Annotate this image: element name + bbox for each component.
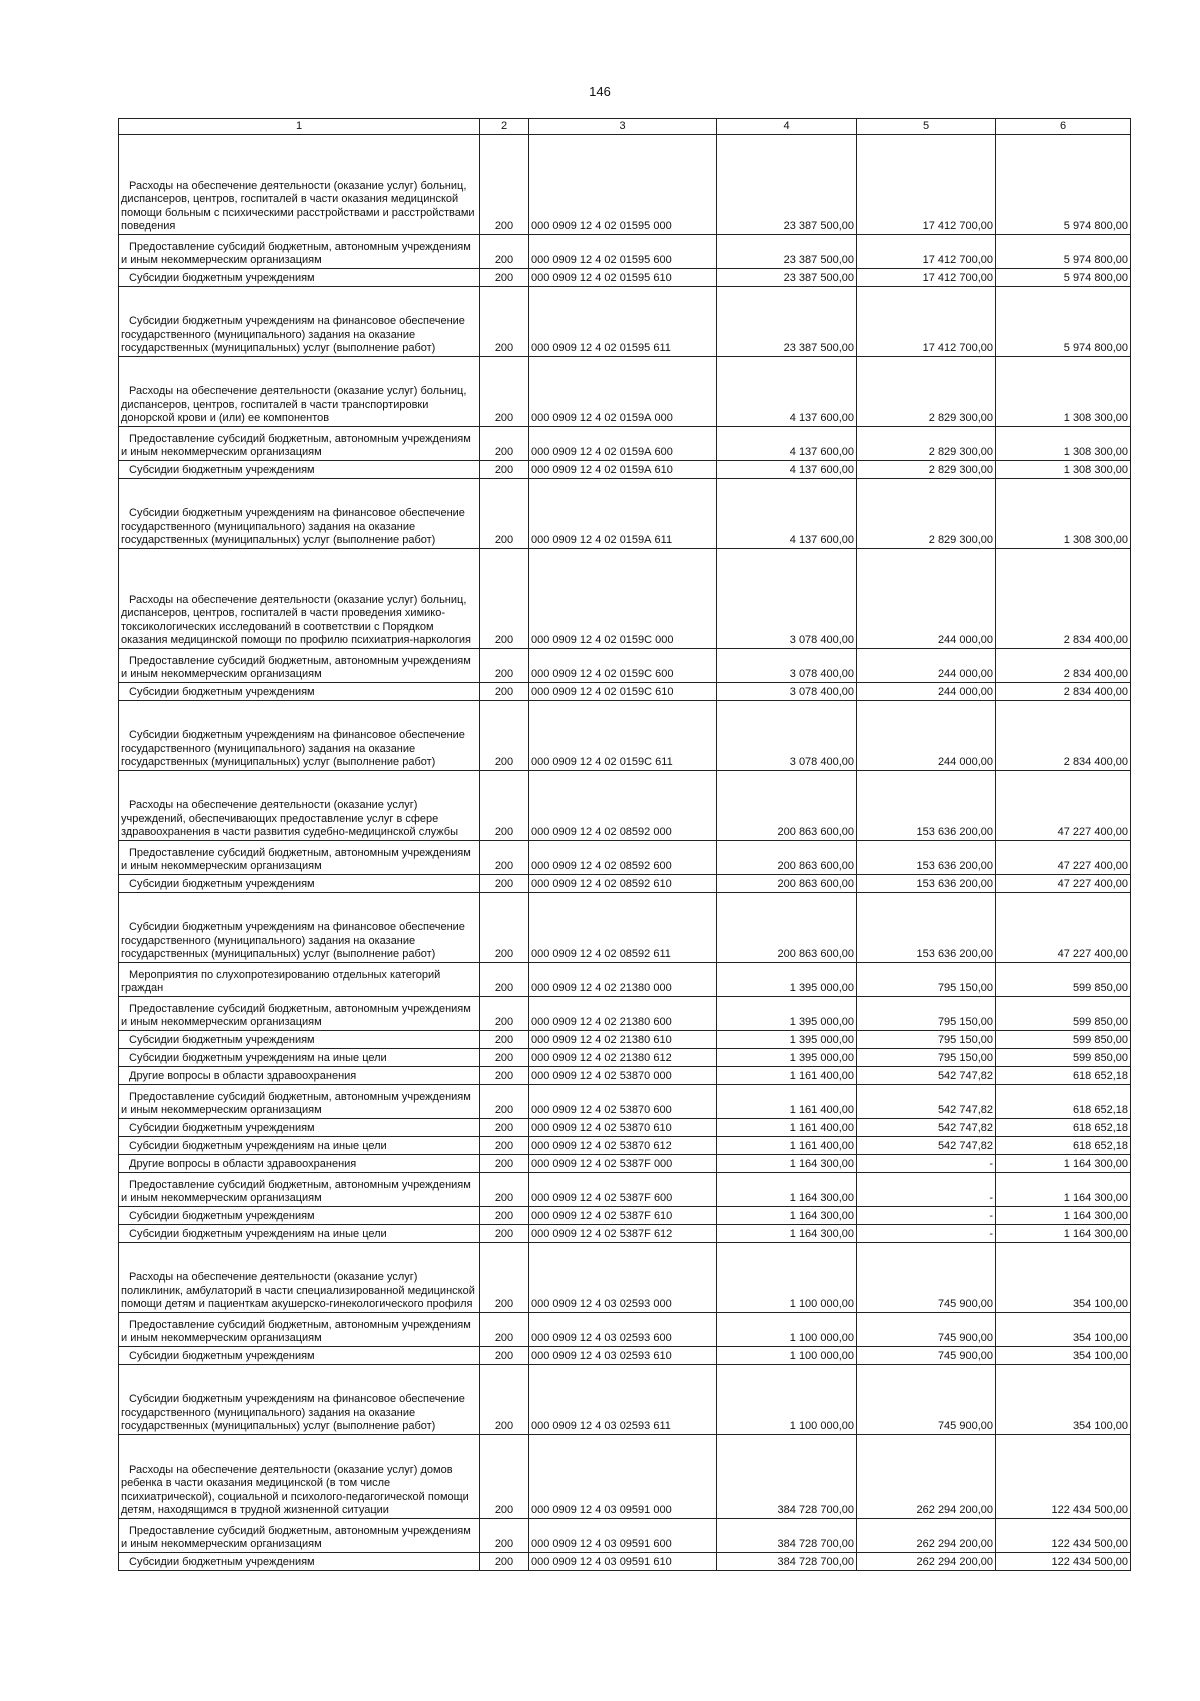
row-grbs-cell: 200 [480,1347,529,1365]
row-code-cell: 000 0909 12 4 03 09591 600 [529,1519,717,1553]
row-name-cell: Другие вопросы в области здравоохранения [119,1067,480,1085]
row-amount-col6: 47 227 400,00 [996,771,1131,841]
row-amount-col4: 23 387 500,00 [717,269,857,287]
row-code-cell: 000 0909 12 4 02 0159С 611 [529,701,717,771]
row-amount-col4: 200 863 600,00 [717,893,857,963]
row-amount-col4: 1 161 400,00 [717,1119,857,1137]
row-grbs-cell: 200 [480,549,529,649]
row-amount-col6: 122 434 500,00 [996,1519,1131,1553]
row-amount-col5: 542 747,82 [857,1137,996,1155]
row-name-cell: Расходы на обеспечение деятельности (оказание услуг) больниц, диспансеров, центров, госпиталей в части проведения химико-токсикологических исследований в соответствии с Порядком оказания медицинской помощи по профилю психиатрия-наркология [119,549,480,649]
table-row [119,1085,1131,1119]
row-name-cell: Расходы на обеспечение деятельности (оказание услуг) больниц, диспансеров, центров, госпиталей в части оказания медицинской помощи больным с психическими расстройствами и расстройствами поведения [119,135,480,235]
row-amount-col5: 2 829 300,00 [857,427,996,461]
row-grbs-cell: 200 [480,1137,529,1155]
row-name-cell: Расходы на обеспечение деятельности (оказание услуг) домов ребенка в части оказания медицинской (в том числе психиатрической), социальной и психолого-педагогической помощи детям, находящимся в трудной жизненной ситуации [119,1435,480,1519]
row-amount-col5: 262 294 200,00 [857,1435,996,1519]
row-name-cell: Субсидии бюджетным учреждениям на финансовое обеспечение государственного (муниципального) задания на оказание государственных (муниципальных) услуг (выполнение работ) [119,287,480,357]
row-amount-col6: 1 308 300,00 [996,357,1131,427]
row-name-cell: Субсидии бюджетным учреждениям [119,875,480,893]
row-grbs-cell: 200 [480,1519,529,1553]
row-amount-col4: 1 161 400,00 [717,1137,857,1155]
row-name-cell: Предоставление субсидий бюджетным, автономным учреждениям и иным некоммерческим организациям [119,1173,480,1207]
row-amount-col6: 618 652,18 [996,1067,1131,1085]
header-cell-1: 1 [119,119,480,135]
header-cell-6: 6 [996,119,1131,135]
budget-table [118,118,1131,1571]
page-number: 146 [589,84,611,99]
row-amount-col6: 1 164 300,00 [996,1155,1131,1173]
row-amount-col5: 795 150,00 [857,963,996,997]
table-body [119,135,1131,1571]
row-amount-col5: 244 000,00 [857,549,996,649]
table-row [119,997,1131,1031]
row-amount-col6: 47 227 400,00 [996,893,1131,963]
row-code-cell: 000 0909 12 4 03 02593 611 [529,1365,717,1435]
row-amount-col4: 1 161 400,00 [717,1067,857,1085]
row-code-cell: 000 0909 12 4 02 01595 610 [529,269,717,287]
row-name-cell: Предоставление субсидий бюджетным, автономным учреждениям и иным некоммерческим организациям [119,841,480,875]
row-amount-col5: 2 829 300,00 [857,461,996,479]
row-amount-col5: 542 747,82 [857,1067,996,1085]
row-amount-col4: 1 395 000,00 [717,997,857,1031]
table-row [119,701,1131,771]
row-name-cell: Субсидии бюджетным учреждениям [119,269,480,287]
row-code-cell: 000 0909 12 4 03 02593 600 [529,1313,717,1347]
row-amount-col6: 599 850,00 [996,963,1131,997]
row-amount-col6: 618 652,18 [996,1085,1131,1119]
row-code-cell: 000 0909 12 4 02 0159А 611 [529,479,717,549]
table-row [119,1207,1131,1225]
row-grbs-cell: 200 [480,135,529,235]
row-code-cell: 000 0909 12 4 03 02593 610 [529,1347,717,1365]
table-row [119,893,1131,963]
row-amount-col5: 244 000,00 [857,701,996,771]
row-amount-col5: - [857,1173,996,1207]
row-amount-col5: - [857,1155,996,1173]
row-grbs-cell: 200 [480,461,529,479]
row-code-cell: 000 0909 12 4 02 21380 610 [529,1031,717,1049]
row-amount-col4: 4 137 600,00 [717,427,857,461]
row-amount-col6: 599 850,00 [996,1049,1131,1067]
row-code-cell: 000 0909 12 4 02 53870 000 [529,1067,717,1085]
row-name-cell: Субсидии бюджетным учреждениям на иные цели [119,1137,480,1155]
row-amount-col6: 599 850,00 [996,997,1131,1031]
row-code-cell: 000 0909 12 4 03 02593 000 [529,1243,717,1313]
row-grbs-cell: 200 [480,963,529,997]
row-grbs-cell: 200 [480,893,529,963]
row-code-cell: 000 0909 12 4 02 01595 000 [529,135,717,235]
row-grbs-cell: 200 [480,1313,529,1347]
table-row [119,1435,1131,1519]
row-grbs-cell: 200 [480,1155,529,1173]
row-code-cell: 000 0909 12 4 02 21380 000 [529,963,717,997]
row-code-cell: 000 0909 12 4 02 0159С 000 [529,549,717,649]
row-amount-col4: 200 863 600,00 [717,875,857,893]
row-amount-col6: 5 974 800,00 [996,269,1131,287]
row-amount-col4: 4 137 600,00 [717,461,857,479]
row-amount-col5: 745 900,00 [857,1347,996,1365]
row-name-cell: Предоставление субсидий бюджетным, автономным учреждениям и иным некоммерческим организациям [119,1085,480,1119]
header-row [119,119,1131,135]
table-row [119,549,1131,649]
row-amount-col6: 1 308 300,00 [996,461,1131,479]
header-cell-3: 3 [529,119,717,135]
table-row [119,461,1131,479]
row-name-cell: Субсидии бюджетным учреждениям на финансовое обеспечение государственного (муниципального) задания на оказание государственных (муниципальных) услуг (выполнение работ) [119,893,480,963]
row-amount-col5: 745 900,00 [857,1243,996,1313]
row-amount-col5: 244 000,00 [857,649,996,683]
row-amount-col4: 200 863 600,00 [717,841,857,875]
table-row [119,357,1131,427]
row-amount-col4: 3 078 400,00 [717,549,857,649]
row-amount-col4: 384 728 700,00 [717,1553,857,1571]
row-amount-col6: 2 834 400,00 [996,549,1131,649]
row-amount-col6: 5 974 800,00 [996,135,1131,235]
row-code-cell: 000 0909 12 4 02 53870 600 [529,1085,717,1119]
row-amount-col6: 2 834 400,00 [996,683,1131,701]
row-amount-col6: 1 164 300,00 [996,1225,1131,1243]
row-amount-col6: 5 974 800,00 [996,235,1131,269]
row-grbs-cell: 200 [480,1067,529,1085]
row-amount-col5: 153 636 200,00 [857,893,996,963]
row-grbs-cell: 200 [480,235,529,269]
row-amount-col5: 262 294 200,00 [857,1553,996,1571]
row-amount-col4: 1 161 400,00 [717,1085,857,1119]
row-name-cell: Субсидии бюджетным учреждениям на иные цели [119,1049,480,1067]
row-name-cell: Предоставление субсидий бюджетным, автономным учреждениям и иным некоммерческим организациям [119,997,480,1031]
row-name-cell: Расходы на обеспечение деятельности (оказание услуг) учреждений, обеспечивающих предоставление услуг в сфере здравоохранения в части развития судебно-медицинской службы [119,771,480,841]
row-code-cell: 000 0909 12 4 02 0159А 600 [529,427,717,461]
row-amount-col6: 1 308 300,00 [996,427,1131,461]
row-grbs-cell: 200 [480,269,529,287]
row-name-cell: Мероприятия по слухопротезированию отдельных категорий граждан [119,963,480,997]
row-grbs-cell: 200 [480,479,529,549]
table-row [119,135,1131,235]
table-row [119,287,1131,357]
row-amount-col4: 1 100 000,00 [717,1313,857,1347]
row-amount-col4: 4 137 600,00 [717,357,857,427]
row-code-cell: 000 0909 12 4 02 0159А 000 [529,357,717,427]
row-amount-col5: 745 900,00 [857,1313,996,1347]
table-row [119,1173,1131,1207]
row-amount-col4: 1 100 000,00 [717,1347,857,1365]
row-code-cell: 000 0909 12 4 02 08592 610 [529,875,717,893]
row-name-cell: Субсидии бюджетным учреждениям [119,1031,480,1049]
row-code-cell: 000 0909 12 4 02 53870 610 [529,1119,717,1137]
row-code-cell: 000 0909 12 4 02 5387F 610 [529,1207,717,1225]
row-code-cell: 000 0909 12 4 03 09591 610 [529,1553,717,1571]
row-amount-col5: 795 150,00 [857,997,996,1031]
row-amount-col6: 5 974 800,00 [996,287,1131,357]
table-row [119,963,1131,997]
row-grbs-cell: 200 [480,427,529,461]
table-row [119,1119,1131,1137]
row-amount-col5: 542 747,82 [857,1085,996,1119]
row-grbs-cell: 200 [480,841,529,875]
row-amount-col6: 122 434 500,00 [996,1553,1131,1571]
table-row [119,841,1131,875]
row-name-cell: Предоставление субсидий бюджетным, автономным учреждениям и иным некоммерческим организациям [119,235,480,269]
table-row [119,1225,1131,1243]
row-amount-col4: 23 387 500,00 [717,135,857,235]
row-name-cell: Субсидии бюджетным учреждениям [119,1119,480,1137]
row-code-cell: 000 0909 12 4 02 5387F 612 [529,1225,717,1243]
header-cell-2: 2 [480,119,529,135]
table-row [119,1031,1131,1049]
row-code-cell: 000 0909 12 4 02 0159А 610 [529,461,717,479]
row-code-cell: 000 0909 12 4 02 5387F 600 [529,1173,717,1207]
row-amount-col6: 2 834 400,00 [996,649,1131,683]
row-code-cell: 000 0909 12 4 02 0159С 600 [529,649,717,683]
row-grbs-cell: 200 [480,1207,529,1225]
row-grbs-cell: 200 [480,1119,529,1137]
row-amount-col4: 1 164 300,00 [717,1207,857,1225]
row-grbs-cell: 200 [480,997,529,1031]
row-grbs-cell: 200 [480,701,529,771]
row-amount-col5: 745 900,00 [857,1365,996,1435]
row-grbs-cell: 200 [480,1225,529,1243]
row-amount-col5: 244 000,00 [857,683,996,701]
row-name-cell: Предоставление субсидий бюджетным, автономным учреждениям и иным некоммерческим организациям [119,649,480,683]
row-name-cell: Субсидии бюджетным учреждениям [119,1553,480,1571]
row-code-cell: 000 0909 12 4 02 0159С 610 [529,683,717,701]
row-amount-col6: 618 652,18 [996,1119,1131,1137]
table-row [119,1155,1131,1173]
row-amount-col5: 17 412 700,00 [857,269,996,287]
row-amount-col4: 1 395 000,00 [717,963,857,997]
row-grbs-cell: 200 [480,1173,529,1207]
row-amount-col5: 153 636 200,00 [857,875,996,893]
table-row [119,649,1131,683]
row-amount-col5: - [857,1207,996,1225]
header-cell-4: 4 [717,119,857,135]
row-grbs-cell: 200 [480,1049,529,1067]
row-amount-col5: 2 829 300,00 [857,479,996,549]
row-amount-col5: 153 636 200,00 [857,771,996,841]
row-code-cell: 000 0909 12 4 02 01595 611 [529,287,717,357]
row-grbs-cell: 200 [480,1435,529,1519]
row-code-cell: 000 0909 12 4 02 08592 611 [529,893,717,963]
row-grbs-cell: 200 [480,1031,529,1049]
row-amount-col4: 23 387 500,00 [717,287,857,357]
row-amount-col4: 200 863 600,00 [717,771,857,841]
row-code-cell: 000 0909 12 4 02 21380 600 [529,997,717,1031]
row-name-cell: Субсидии бюджетным учреждениям [119,1347,480,1365]
row-amount-col6: 2 834 400,00 [996,701,1131,771]
table-row [119,1519,1131,1553]
row-amount-col5: 262 294 200,00 [857,1519,996,1553]
row-amount-col6: 599 850,00 [996,1031,1131,1049]
row-grbs-cell: 200 [480,649,529,683]
row-amount-col4: 1 100 000,00 [717,1365,857,1435]
table-row [119,1553,1131,1571]
row-amount-col4: 1 164 300,00 [717,1155,857,1173]
table-row [119,1137,1131,1155]
row-amount-col5: - [857,1225,996,1243]
row-amount-col6: 1 164 300,00 [996,1207,1131,1225]
table-row [119,1365,1131,1435]
row-amount-col4: 23 387 500,00 [717,235,857,269]
row-code-cell: 000 0909 12 4 02 5387F 000 [529,1155,717,1173]
row-amount-col4: 384 728 700,00 [717,1519,857,1553]
row-name-cell: Субсидии бюджетным учреждениям на финансовое обеспечение государственного (муниципального) задания на оказание государственных (муниципальных) услуг (выполнение работ) [119,701,480,771]
row-amount-col6: 1 308 300,00 [996,479,1131,549]
table-row [119,1243,1131,1313]
row-amount-col4: 1 164 300,00 [717,1173,857,1207]
row-amount-col4: 1 395 000,00 [717,1031,857,1049]
row-name-cell: Расходы на обеспечение деятельности (оказание услуг) поликлиник, амбулаторий в части специализированной медицинской помощи детям и пациенткам акушерско-гинекологического профиля [119,1243,480,1313]
row-name-cell: Субсидии бюджетным учреждениям на иные цели [119,1225,480,1243]
row-amount-col6: 354 100,00 [996,1313,1131,1347]
table-row [119,1067,1131,1085]
row-grbs-cell: 200 [480,875,529,893]
row-code-cell: 000 0909 12 4 02 21380 612 [529,1049,717,1067]
header-cell-5: 5 [857,119,996,135]
row-code-cell: 000 0909 12 4 02 01595 600 [529,235,717,269]
row-amount-col6: 354 100,00 [996,1347,1131,1365]
row-name-cell: Расходы на обеспечение деятельности (оказание услуг) больниц, диспансеров, центров, госпиталей в части транспортировки донорской крови и (или) ее компонентов [119,357,480,427]
row-amount-col6: 354 100,00 [996,1365,1131,1435]
row-amount-col5: 17 412 700,00 [857,135,996,235]
row-name-cell: Предоставление субсидий бюджетным, автономным учреждениям и иным некоммерческим организациям [119,1519,480,1553]
row-name-cell: Субсидии бюджетным учреждениям [119,683,480,701]
row-name-cell: Предоставление субсидий бюджетным, автономным учреждениям и иным некоммерческим организациям [119,1313,480,1347]
row-name-cell: Субсидии бюджетным учреждениям [119,1207,480,1225]
row-grbs-cell: 200 [480,287,529,357]
row-amount-col6: 47 227 400,00 [996,875,1131,893]
table-row [119,427,1131,461]
row-amount-col6: 618 652,18 [996,1137,1131,1155]
row-name-cell: Субсидии бюджетным учреждениям на финансовое обеспечение государственного (муниципального) задания на оказание государственных (муниципальных) услуг (выполнение работ) [119,479,480,549]
table-row [119,683,1131,701]
table-row [119,875,1131,893]
row-amount-col6: 122 434 500,00 [996,1435,1131,1519]
table-row [119,235,1131,269]
row-amount-col4: 384 728 700,00 [717,1435,857,1519]
row-grbs-cell: 200 [480,771,529,841]
row-code-cell: 000 0909 12 4 02 08592 000 [529,771,717,841]
row-code-cell: 000 0909 12 4 02 53870 612 [529,1137,717,1155]
row-amount-col5: 795 150,00 [857,1031,996,1049]
row-grbs-cell: 200 [480,683,529,701]
row-amount-col6: 1 164 300,00 [996,1173,1131,1207]
row-name-cell: Субсидии бюджетным учреждениям на финансовое обеспечение государственного (муниципального) задания на оказание государственных (муниципальных) услуг (выполнение работ) [119,1365,480,1435]
row-amount-col5: 153 636 200,00 [857,841,996,875]
row-amount-col4: 4 137 600,00 [717,479,857,549]
row-amount-col5: 17 412 700,00 [857,235,996,269]
row-amount-col4: 1 164 300,00 [717,1225,857,1243]
row-amount-col4: 1 100 000,00 [717,1243,857,1313]
row-amount-col5: 17 412 700,00 [857,287,996,357]
table-row [119,269,1131,287]
row-amount-col4: 3 078 400,00 [717,649,857,683]
row-code-cell: 000 0909 12 4 02 08592 600 [529,841,717,875]
row-amount-col5: 542 747,82 [857,1119,996,1137]
row-amount-col4: 3 078 400,00 [717,701,857,771]
row-name-cell: Предоставление субсидий бюджетным, автономным учреждениям и иным некоммерческим организациям [119,427,480,461]
row-amount-col5: 795 150,00 [857,1049,996,1067]
row-amount-col6: 47 227 400,00 [996,841,1131,875]
table-row [119,1347,1131,1365]
row-amount-col4: 3 078 400,00 [717,683,857,701]
row-amount-col6: 354 100,00 [996,1243,1131,1313]
row-grbs-cell: 200 [480,1243,529,1313]
row-name-cell: Субсидии бюджетным учреждениям [119,461,480,479]
row-name-cell: Другие вопросы в области здравоохранения [119,1155,480,1173]
table-row [119,771,1131,841]
table-row [119,1049,1131,1067]
row-grbs-cell: 200 [480,1365,529,1435]
table-row [119,479,1131,549]
row-grbs-cell: 200 [480,1553,529,1571]
row-grbs-cell: 200 [480,357,529,427]
table-row [119,1313,1131,1347]
row-amount-col5: 2 829 300,00 [857,357,996,427]
row-code-cell: 000 0909 12 4 03 09591 000 [529,1435,717,1519]
row-grbs-cell: 200 [480,1085,529,1119]
row-amount-col4: 1 395 000,00 [717,1049,857,1067]
